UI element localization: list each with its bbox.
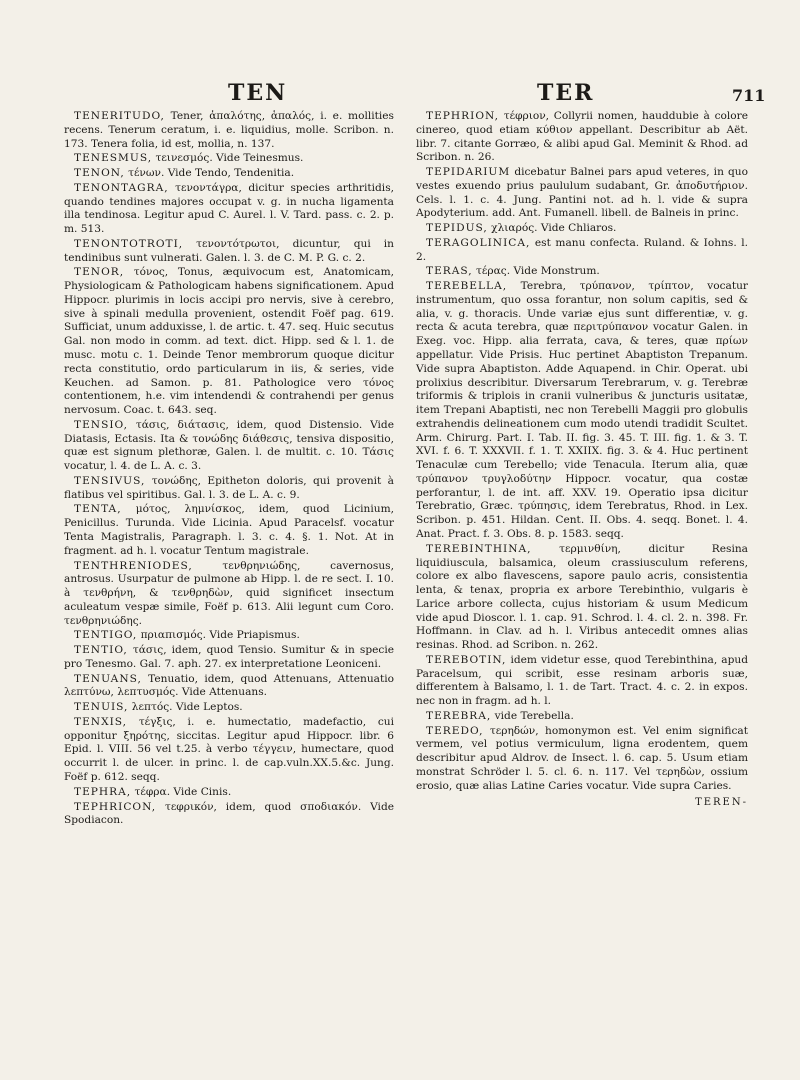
entry-text: λεπτός. Vide Leptos. bbox=[128, 701, 243, 714]
dictionary-entry bbox=[64, 182, 394, 237]
right-column bbox=[416, 110, 748, 809]
entry-headword: TENOR, bbox=[74, 266, 125, 279]
entry-text: Tener, ἁπαλότης, ἁπαλός, i. e. mollities recens. Tenerum ceratum, i. e. liquidius, molle. Scribon. n. 173. Tenera folia, id est, mollia, n. 137. bbox=[64, 110, 394, 150]
entry-headword: TEREBOTIN, bbox=[426, 653, 507, 666]
entry-text: μότος, λημνίσκος, idem, quod Licinium, Penicillus. Turunda. Vide Licinia. Apud Paracelsf. vocatur Tenta Magistralis, Paragraph. l. 3. c. 4. §. 1. Not. At in fragment. ad h. l. vocatur Tentum magistrale. bbox=[64, 503, 394, 557]
dictionary-entry bbox=[416, 725, 748, 794]
running-head bbox=[0, 80, 800, 110]
dictionary-entry bbox=[416, 710, 748, 724]
entry-text: τάσις, διάτασις, idem, quod Distensio. Vide Diatasis, Ectasis. Ita & τονώδης διάθεσις, tensiva dispositio, quæ est signum plethoræ, Galen. l. de multit. c. 10. Τάσις vocatur, l. 4. de L. A. c. 3. bbox=[64, 418, 394, 473]
entry-headword: TENTIGO, bbox=[74, 629, 138, 642]
running-head-left: TEN bbox=[228, 80, 288, 106]
left-column bbox=[64, 110, 394, 829]
catchword: TEREN- bbox=[695, 796, 748, 808]
dictionary-entry bbox=[64, 801, 394, 829]
entry-text: τεφρικόν, idem, quod σποδιακόν. Vide Spodiacon. bbox=[64, 800, 394, 827]
entry-text: τέγξις, i. e. humectatio, madefactio, cui opponitur ξηρότης, siccitas. Legitur apud Hippocr. libr. 6 Epid. l. VIII. 56 vel t.25. à verbo τέγγειν, humectare, quod occurrit l. de ulcer. in princ. l. de cap.vuln.XX.5.&c. Jung. Foëf p. 612. seqq. bbox=[64, 715, 394, 783]
dictionary-entry bbox=[416, 110, 748, 165]
dictionary-entry bbox=[416, 543, 748, 653]
dictionary-entry bbox=[64, 716, 394, 785]
entry-headword: TEPIDARIUM bbox=[426, 166, 511, 179]
entry-text: τερμινθίνη, dicitur Resina liquidiuscula, balsamica, oleum crassiusculum referens, colore ex albo flavescens, sapore paulo acris, consistentia lenta, & tenax, propria ex arbore Terebinthio, vulgaris è Larice arbore collecta, cujus historiam & usum Medicum vide apud Dioscor. l. 1. cap. 91. Schrod. l. 4. cl. 2. n. 398. Fr. Hoffmann. in Clav. ad h. l. Viribus antecedit omnes alias resinas. Rhod. ad Scribon. n. 262. bbox=[416, 542, 748, 652]
entry-headword: TEPIDUS, bbox=[426, 222, 488, 235]
dictionary-entry bbox=[64, 629, 394, 643]
dictionary-entry bbox=[416, 237, 748, 265]
entry-headword: TENERITUDO, bbox=[74, 110, 165, 122]
entry-headword: TEPHRION, bbox=[426, 110, 499, 122]
entry-headword: TENONTOTROTI, bbox=[74, 237, 184, 250]
entry-text: τενοντότρωτοι, dicuntur, qui in tendinibus sunt vulnerati. Galen. l. 3. de C. M. P. G. c. 2. bbox=[64, 237, 394, 264]
entry-headword: TENONTAGRA, bbox=[74, 181, 169, 194]
dictionary-entry bbox=[64, 152, 394, 166]
entry-headword: TEREBINTHINA, bbox=[426, 542, 532, 555]
dictionary-entry bbox=[64, 786, 394, 800]
dictionary-entry bbox=[64, 560, 394, 629]
dictionary-entry bbox=[416, 280, 748, 542]
dictionary-entry bbox=[416, 166, 748, 221]
entry-text: πριαπισμός. Vide Priapismus. bbox=[137, 629, 300, 642]
dictionary-entry bbox=[64, 110, 394, 151]
entry-headword: TENTIO, bbox=[74, 644, 128, 657]
entry-text: τερηδών, homonymon est. Vel enim significat vermem, vel potius vermiculum, ligna erodentem, quem describitur apud Aldrov. de Insect. l. 6. cap. 5. Usum etiam monstrat Schröder l. 5. cl. 6. n. 117. Vel τερηδὼν, ossium erosio, quæ alias Latine Caries vocatur. Vide supra Caries. bbox=[416, 724, 748, 792]
entry-headword: TENUIS, bbox=[74, 701, 129, 714]
entry-text: τεινεσμός. Vide Teinesmus. bbox=[152, 152, 304, 165]
page-number: 711 bbox=[732, 86, 766, 105]
entry-headword: TERAS, bbox=[426, 265, 473, 278]
entry-headword: TENSIVUS, bbox=[74, 474, 146, 487]
entry-headword: TENSIO, bbox=[74, 418, 128, 431]
entry-headword: TEREBELLA, bbox=[426, 280, 508, 293]
entry-text: τένων. Vide Tendo, Tendenitia. bbox=[124, 167, 295, 180]
entry-text: τέρας. Vide Monstrum. bbox=[472, 265, 600, 278]
entry-text: τονώδης, Epitheton doloris, qui provenit à flatibus vel spiritibus. Gal. l. 3. de L. A. c. 9. bbox=[64, 474, 394, 501]
entry-text: τάσις, idem, quod Tensio. Sumitur & in specie pro Tenesmo. Gal. 7. aph. 27. ex interpretatione Leoniceni. bbox=[64, 644, 394, 670]
dictionary-entry bbox=[64, 266, 394, 417]
dictionary-entry bbox=[64, 419, 394, 474]
dictionary-entry bbox=[416, 654, 748, 709]
entry-text: τόνος, Tonus, æquivocum est, Anatomicam, Physiologicam & Pathologicam habens significationem. Apud Hippocr. plurimis in locis accipi pro nervis, sive à cerebro, sive à spinali medulla provenient, ostendit Foëf pag. 619. Sufficiat, unum adduxisse, l. de artic. t. 47. seq. Huic secutus Gal. non modo in comm. ad text. dict. Hipp. sed & l. 1. de musc. motu c. 1. Deinde Tenor membrorum quoque dicitur recta constitutio, ordo particularum in iis, & series, vide Keuchen. ad Samon. p. 81. Pathologice vero τόνος contentionem, h.e. vim intendendi & contrahendi per genus nervosum. Coac. t. 643. seq. bbox=[64, 266, 394, 417]
entry-headword: TENTHRENIODES, bbox=[74, 559, 193, 572]
dictionary-entry bbox=[64, 644, 394, 672]
entry-text: Tenuatio, idem, quod Attenuans, Attenuatio λεπτύνω, λεπτυσμός. Vide Attenuans. bbox=[64, 672, 394, 699]
entry-text: idem videtur esse, quod Terebinthina, apud Paracelsum, qui scribit, esse resinam arboris suæ, differentem à Balsamo, l. 1. de Tart. Tract. 4. c. 2. in expos. nec non in fragm. ad h. l. bbox=[416, 653, 748, 708]
entry-headword: TEPHRICON, bbox=[74, 800, 157, 813]
entry-text: est manu confecta. Ruland. & Iohns. l. 2. bbox=[416, 236, 748, 263]
entry-text: Terebra, τρύπανον, τρίπτον, vocatur instrumentum, quo ossa forantur, non solum capitis, sed & alia, v. g. thoracis. Unde variæ ejus sunt differentiæ, v. g. recta & acuta terebra, quæ περιτρύπανον vocatur Galen. in Exeg. voc. Hipp. alia ferrata, cava, & teres, quæ πρίων appellatur. Vide Prisis. Huc pertinet Abaptiston Trepanum. Vide supra Abaptiston. Adde Aquapend. in Chir. Operat. ubi prolixius describitur. Diversarum Terebrarum, v. g. Terebræ triformis & triplois in cranii vulneribus & juncturis usitatæ, item Trepani Abaptisti, nec non Terebelli Maggii pro globulis extrahendis delineationem cum modo utendi tradidit Scultet. Arm. Chirurg. Part. I. Tab. II. fig. 3. 45. T. III. fig. 1. & 3. T. XVI. f. 6. T. XXXVII. f. 1. T. XXIIX. fig. 3. & 4. Huc pertinent Tenaculæ cum Terebello; vide Tenacula. Iterum alia, quæ τρύπανον τρυγλοδύτην Hippocr. vocatur, qua costæ perforantur, l. de int. aff. XXV. 19. Operatio ipsa dicitur Terebratio, Græc. τρύπησις, idem Terebratus, Rhod. in Lex. Scribon. p. 451. Hildan. Cent. II. Obs. 4. seqq. Bonet. l. 4. Anat. Pract. f. 3. Obs. 8. p. 1583. seqq. bbox=[416, 280, 748, 540]
dictionary-entry bbox=[64, 701, 394, 715]
entry-headword: TENON, bbox=[74, 167, 125, 180]
entry-text: τενθρηνιώδης, cavernosus, antrosus. Usurpatur de pulmone ab Hipp. l. de re sect. I. 10. à τενθρήνη, & τενθρηδὼν, quid significet insectum aculeatum vespæ simile, Foëf p. 613. Alii legunt cum Coro. τενθρηνιώδης. bbox=[64, 559, 394, 627]
dictionary-entry bbox=[64, 673, 394, 701]
entry-text: χλιαρός. Vide Chliaros. bbox=[487, 222, 617, 235]
entry-headword: TEREDO, bbox=[426, 724, 484, 737]
entry-text: vide Terebella. bbox=[491, 709, 574, 722]
entry-text: dicebatur Balnei pars apud veteres, in quo vestes exuendo prius paululum sudabant, Gr. ἀποδυτήριον. Cels. l. 1. c. 4. Jung. Pantini not. ad h. l. vide & supra Apodyterium. add. Ant. Fumanell. libell. de Balneis in princ. bbox=[416, 166, 748, 220]
entry-headword: TERAGOLINICA, bbox=[426, 236, 531, 249]
entry-text: τενοντάγρα, dicitur species arthritidis, quando tendines majores occupat v. g. in nucha ligamenta illa tendinosa. Legitur apud C. Aurel. l. V. Tard. pass. c. 2. p. m. 513. bbox=[64, 181, 394, 236]
dictionary-entry bbox=[416, 222, 748, 236]
entry-headword: TEPHRA, bbox=[74, 785, 132, 798]
dictionary-entry bbox=[416, 265, 748, 279]
entry-headword: TENUANS, bbox=[74, 672, 142, 685]
entry-headword: TEREBRA, bbox=[426, 709, 492, 722]
dictionary-entry bbox=[64, 503, 394, 558]
entry-text: τέφρα. Vide Cinis. bbox=[131, 785, 232, 798]
dictionary-entry bbox=[64, 167, 394, 181]
dictionary-entry bbox=[64, 475, 394, 503]
running-head-right: TER bbox=[537, 80, 595, 106]
entry-headword: TENXIS, bbox=[74, 715, 128, 728]
entry-headword: TENESMUS, bbox=[74, 152, 153, 165]
entry-text: τέφριον, Collyrii nomen, hauddubie à colore cinereo, quod etiam κύθιον appellant. Describitur ab Aët. libr. 7. citante Gorræo, & alibi apud Gal. Meminit & Rhod. ad Scribon. n. 26. bbox=[416, 110, 748, 164]
dictionary-entry bbox=[64, 238, 394, 266]
entry-headword: TENTA, bbox=[74, 503, 122, 516]
